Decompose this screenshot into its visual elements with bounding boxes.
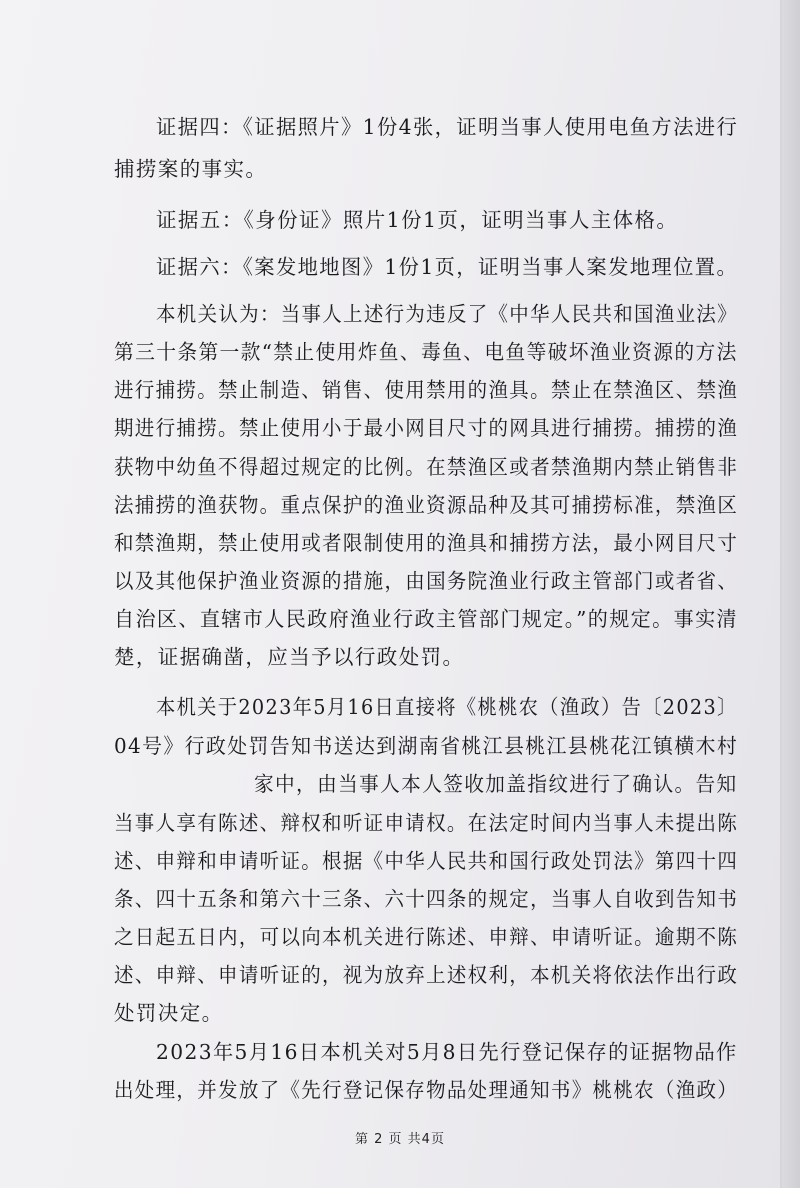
notice-line: 述、申辩和申请听证。根据《中华人民共和国行政处罚法》第四十四	[114, 849, 739, 873]
evidence-4-line2: 捕捞案的事实。	[114, 157, 268, 181]
notice-line: 家中，由当事人本人签收加盖指纹进行了确认。告知	[254, 772, 738, 796]
evidence-6-line: 证据六：《案发地地图》1份1页，证明当事人案发地理位置。	[156, 255, 739, 279]
finding-line: 以及其他保护渔业资源的措施，由国务院渔业行政主管部门或者省、	[114, 569, 739, 593]
finding-line: 获物中幼鱼不得超过规定的比例。在禁渔区或者禁渔期内禁止销售非	[114, 455, 739, 479]
notice-line: 本机关于2023年5月16日直接将《桃桃农（渔政）告〔2023〕	[156, 695, 738, 719]
notice-line: 处罚决定。	[114, 1001, 224, 1025]
notice-line: 述、申辩、申请听证的，视为放弃上述权利，本机关将依法作出行政	[114, 963, 739, 987]
finding-line: 和禁渔期，禁止使用或者限制使用的渔具和捕捞方法，最小网目尺寸	[114, 531, 739, 555]
notice-line: 之日起五日内，可以向本机关进行陈述、申辩、申请听证。逾期不陈	[114, 925, 739, 949]
evidence-4-line1: 证据四：《证据照片》1份4张，证明当事人使用电鱼方法进行	[156, 115, 739, 139]
finding-line: 进行捕捞。禁止制造、销售、使用禁用的渔具。禁止在禁渔区、禁渔	[114, 378, 739, 402]
finding-line: 法捕捞的渔获物。重点保护的渔业资源品种及其可捕捞标准，禁渔区	[114, 493, 739, 517]
finding-line: 第三十条第一款“禁止使用炸鱼、毒鱼、电鱼等破坏渔业资源的方法	[114, 340, 738, 364]
page-footer: 第 2 页 共4页	[355, 1132, 445, 1147]
disposal-line: 出处理，并发放了《先行登记保存物品处理通知书》桃桃农（渔政）	[114, 1078, 739, 1102]
disposal-line: 2023年5月16日本机关对5月8日先行登记保存的证据物品作	[156, 1040, 738, 1064]
finding-line: 期进行捕捞。禁止使用小于最小网目尺寸的网具进行捕捞。捕捞的渔	[114, 416, 739, 440]
notice-line: 当事人享有陈述、辩权和听证申请权。在法定时间内当事人未提出陈	[114, 811, 739, 835]
finding-line: 自治区、直辖市人民政府渔业行政主管部门规定。”的规定。事实清	[114, 607, 738, 631]
finding-line: 楚，证据确凿，应当予以行政处罚。	[114, 645, 465, 669]
finding-line: 本机关认为：当事人上述行为违反了《中华人民共和国渔业法》	[156, 302, 738, 326]
page-shadow	[782, 0, 800, 1188]
notice-line: 04号》行政处罚告知书送达到湖南省桃江县桃江县桃花江镇横木村	[114, 734, 739, 758]
evidence-5-line: 证据五：《身份证》照片1份1页，证明当事人主体格。	[156, 208, 679, 232]
notice-line: 条、四十五条和第六十三条、六十四条的规定，当事人自收到告知书	[114, 887, 739, 911]
